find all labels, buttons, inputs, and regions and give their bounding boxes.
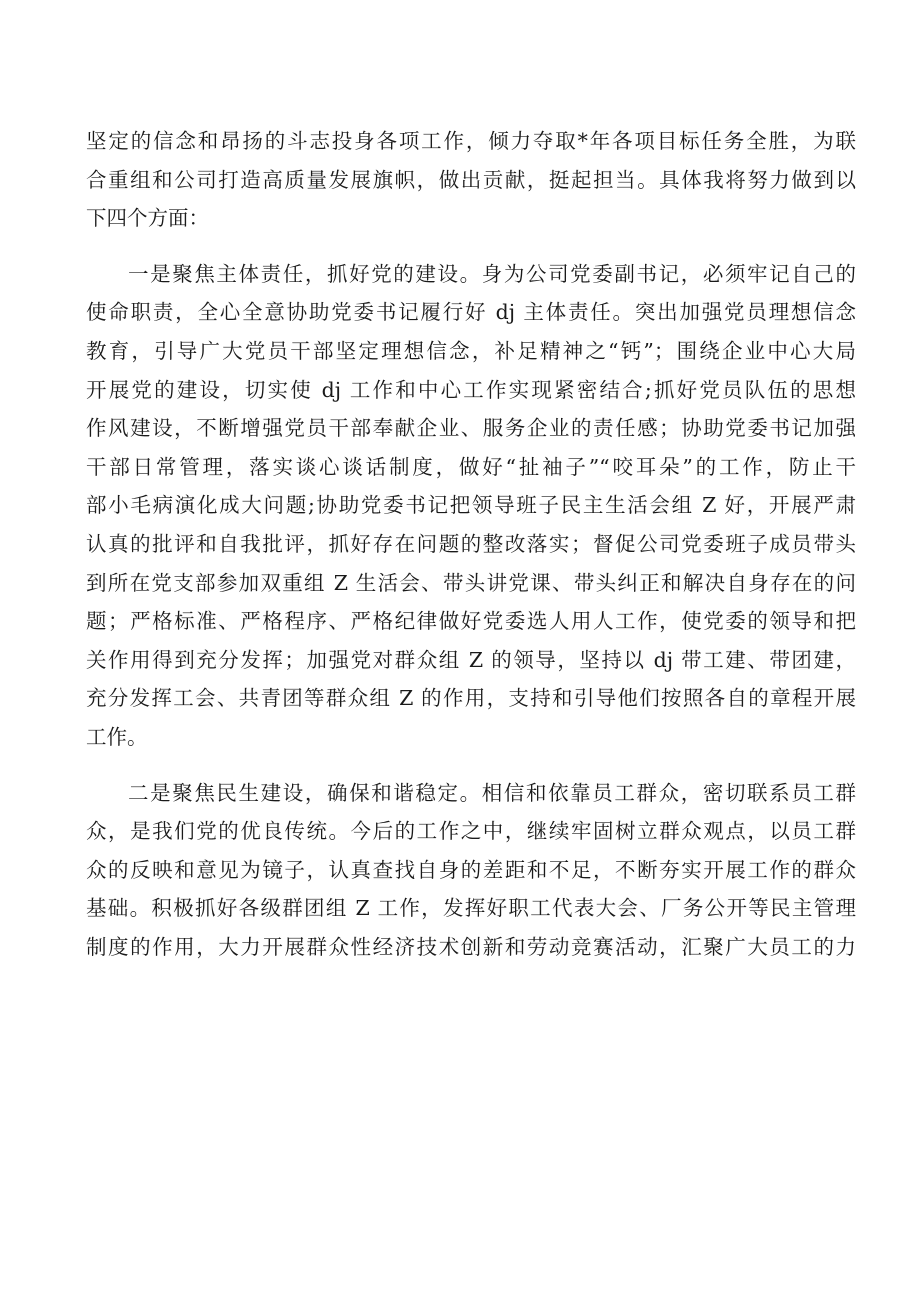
text-line: 认真的批评和自我批评，抓好存在问题的整改落实；督促公司党委班子成员带头 xyxy=(86,531,856,556)
text-line: 使命职责，全心全意协助党委书记履行好 dj 主体责任。突出加强党员理想信念 xyxy=(86,300,856,325)
text-line: 一是聚焦主体责任，抓好党的建设。身为公司党委副书记，必须牢记自己的 xyxy=(128,261,856,286)
text-line: 下四个方面： xyxy=(86,206,209,231)
text-line: 题；严格标准、严格程序、严格纪律做好党委选人用人工作，使党委的领导和把 xyxy=(86,609,856,634)
text-line: 作风建设，不断增强党员干部奉献企业、服务企业的责任感；协助党委书记加强 xyxy=(86,416,856,441)
text-line: 众的反映和意见为镜子，认真查找自身的差距和不足，不断夯实开展工作的群众 xyxy=(86,857,856,882)
text-line: 合重组和公司打造高质量发展旗帜，做出贡献，挺起担当。具体我将努力做到以 xyxy=(86,167,856,192)
text-line: 到所在党支部参加双重组 Z 生活会、带头讲党课、带头纠正和解决自身存在的问 xyxy=(86,570,856,595)
text-line: 二是聚焦民生建设，确保和谐稳定。相信和依靠员工群众，密切联系员工群 xyxy=(128,780,856,805)
text-line: 干部日常管理，落实谈心谈话制度，做好“扯袖子”“咬耳朵”的工作，防止干 xyxy=(86,454,856,479)
text-line: 工作。 xyxy=(86,724,148,749)
paragraph-intro xyxy=(86,122,856,238)
text-line: 教育，引导广大党员干部坚定理想信念，补足精神之“钙”；围绕企业中心大局 xyxy=(86,338,856,363)
text-line: 充分发挥工会、共青团等群众组 Z 的作用，支持和引导他们按照各自的章程开展 xyxy=(86,686,856,711)
text-line: 基础。积极抓好各级群团组 Z 工作，发挥好职工代表大会、厂务公开等民主管理 xyxy=(86,896,856,921)
text-line: 关作用得到充分发挥；加强党对群众组 Z 的领导，坚持以 dj 带工建、带团建， xyxy=(86,647,856,672)
paragraph-spacing xyxy=(86,238,856,255)
text-line: 坚定的信念和昂扬的斗志投身各项工作，倾力夺取*年各项目标任务全胜，为联 xyxy=(86,129,856,153)
text-line: 部小毛病演化成大问题;协助党委书记把领导班子民主生活会组 Z 好，开展严肃 xyxy=(86,493,856,518)
document-body xyxy=(86,122,856,966)
paragraph-spacing xyxy=(86,757,856,774)
paragraph-point-one xyxy=(86,255,856,757)
paragraph-point-two xyxy=(86,774,856,967)
text-line: 制度的作用，大力开展群众性经济技术创新和劳动竞赛活动，汇聚广大员工的力 xyxy=(86,934,856,959)
text-line: 众，是我们党的优良传统。今后的工作之中，继续牢固树立群众观点，以员工群 xyxy=(86,819,856,844)
text-line: 开展党的建设，切实使 dj 工作和中心工作实现紧密结合;抓好党员队伍的思想 xyxy=(86,377,856,402)
